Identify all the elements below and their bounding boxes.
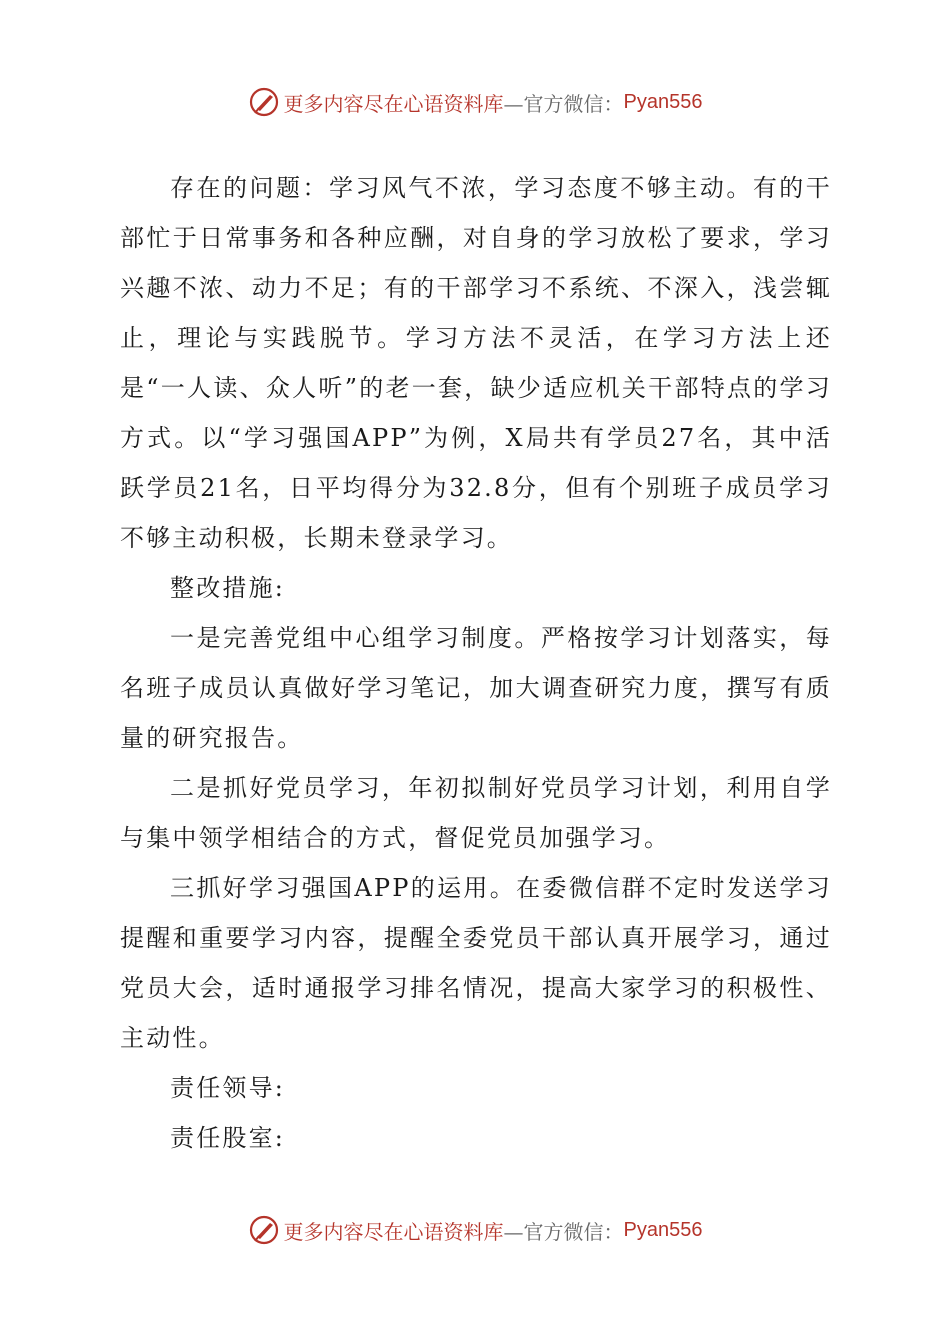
paragraph-measure-one: 一是完善党组中心组学习制度。严格按学习计划落实，每名班子成员认真做好学习笔记，加大调查研究力度，撰写有质量的研究报告。 <box>120 624 832 752</box>
banner-wechat-label: —官方微信： <box>503 91 624 116</box>
header-watermark-banner <box>0 82 950 122</box>
banner-wechat-id: Pyan556 <box>623 1218 703 1241</box>
document-body <box>120 163 832 1163</box>
paragraph-responsible-office: 责任股室: <box>170 1124 286 1152</box>
paragraph-measures-heading: 整改措施: <box>170 574 286 602</box>
banner-text: 更多内容尽在心语资料库 <box>283 91 504 116</box>
paragraph-measure-two: 二是抓好党员学习，年初拟制好党员学习计划，利用自学与集中领学相结合的方式，督促党员加强学习。 <box>120 774 832 852</box>
paragraph-problems: 存在的问题：学习风气不浓，学习态度不够主动。有的干部忙于日常事务和各种应酬，对自身的学习放松了要求，学习兴趣不浓、动力不足；有的干部学习不系统、不深入，浅尝辄止，理论与实践脱节。学习方法不灵活，在学习方法上还是“一人读、众人听”的老一套，缺少适应机关干部特点的学习方式。以“学习强国APP”为例，X局共有学员27名，其中活跃学员21名，日平均得分为32.8分，但有个别班子成员学习不够主动积极，长期未登录学习。 <box>120 174 832 552</box>
banner-text: 更多内容尽在心语资料库 <box>283 1219 504 1244</box>
banner-wechat-id: Pyan556 <box>623 90 703 113</box>
paragraph-measure-three: 三抓好学习强国APP的运用。在委微信群不定时发送学习提醒和重要学习内容，提醒全委党员干部认真开展学习，通过党员大会，适时通报学习排名情况，提高大家学习的积极性、主动性。 <box>120 874 832 1052</box>
quill-pen-logo-icon <box>248 86 280 118</box>
banner-wechat-label: —官方微信： <box>503 1219 624 1244</box>
quill-pen-logo-icon <box>248 1214 280 1246</box>
paragraph-responsible-leader: 责任领导: <box>170 1074 286 1102</box>
footer-watermark-banner <box>0 1210 950 1250</box>
